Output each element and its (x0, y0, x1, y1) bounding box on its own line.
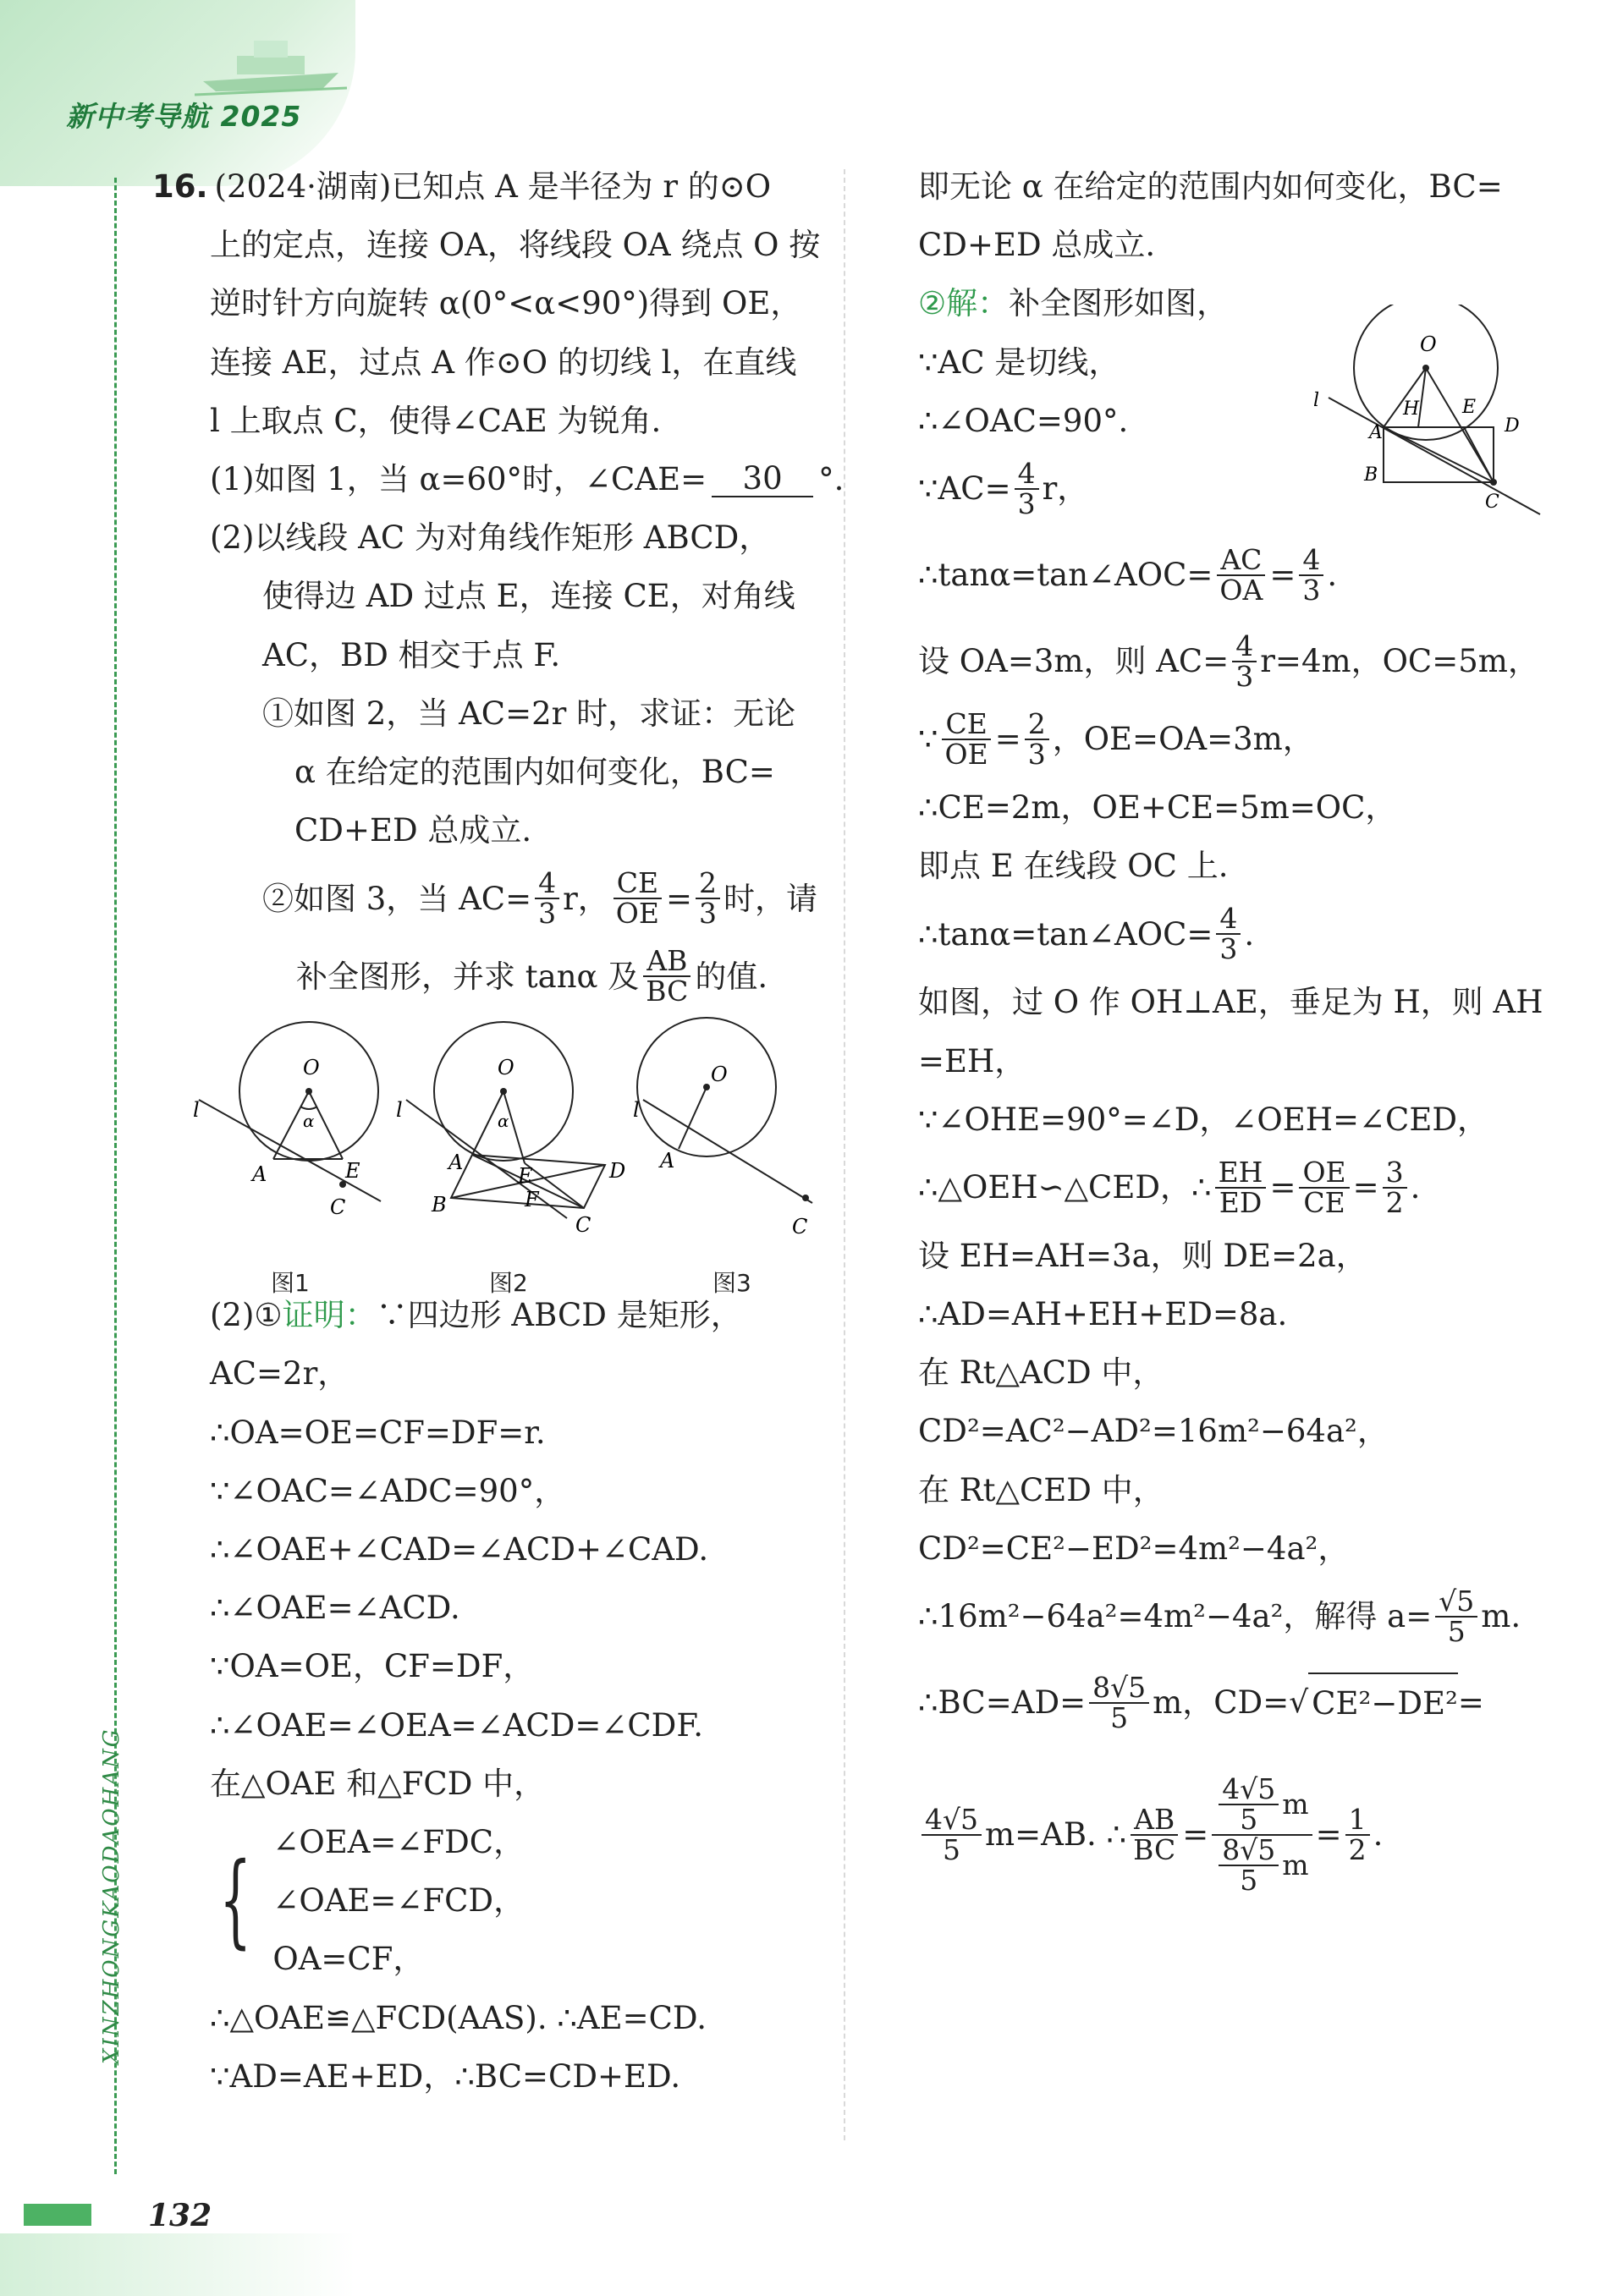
system-row: ∠OEA=∠FDC， (272, 1823, 525, 1860)
part2-line: AC，BD 相交于点 F. (262, 636, 561, 673)
sqrt-body: CE²−DE² (1308, 1673, 1458, 1733)
fraction: $\frac{4}{3}$ (1232, 632, 1257, 691)
label-O: O (711, 1063, 728, 1087)
proof-line: 在 Rt△ACD 中， (918, 1354, 1164, 1392)
figures-row (152, 1015, 829, 1298)
label-E: E (518, 1164, 533, 1189)
proof-line: AC=2r， (210, 1355, 349, 1392)
solution-heading: ② 解： 补全图形如图， (918, 274, 1553, 332)
proof-line: ∴OA=OE=CF=DF=r. (210, 1414, 546, 1451)
proof-line: $\frac{4√5}{5}$ m=AB. ∴ $\frac{AB}{BC}$ = $\frac{4√5}{5}$ m $\frac{8√5}{5}$ m = $\frac{1}{2}$ . (918, 1750, 1553, 1920)
proof-line: ∵ $\frac{CE}{OE}$ = $\frac{2}{3}$ ，OE=OA=3m， (918, 706, 1314, 771)
fraction: $\frac{AB}{BC}$ (642, 947, 691, 1006)
proof-line: ∵∠OHE=90°=∠D，∠OEH=∠CED， (918, 1101, 1489, 1138)
label-F: F (525, 1188, 539, 1212)
label-l: l (193, 1098, 200, 1123)
proof-label: 证明： (282, 1297, 377, 1334)
label-C: C (1485, 492, 1499, 513)
fraction: $\frac{OE}{CE}$ (1299, 1158, 1349, 1217)
part1-line: (1)如图 1，当 α=60°时，∠CAE= 30 °. (210, 459, 845, 497)
label-D: D (1505, 415, 1520, 437)
footer-band (0, 2233, 355, 2296)
complex-fraction: $\frac{4√5}{5}$ m $\frac{8√5}{5}$ m (1212, 1775, 1312, 1895)
page-number: 132 (148, 2198, 212, 2233)
proof-line: CD+ED 总成立. (918, 227, 1156, 264)
proof-line: ∵AC 是切线， (918, 343, 1120, 381)
proof-line: ∴tanα=tan∠AOC= $\frac{AC}{OA}$ = $\frac{4}{3}$ . (918, 542, 1338, 607)
label-A: A (252, 1162, 267, 1187)
proof-line: ∴∠OAE=∠ACD. (210, 1590, 460, 1627)
proof-line: ∴∠OAE+∠CAD=∠ACD+∠CAD. (210, 1531, 709, 1568)
proof-line: ∴tanα=tan∠AOC= $\frac{4}{3}$ . (918, 902, 1255, 966)
fraction: $\frac{4}{3}$ (1015, 459, 1039, 519)
label-C: C (330, 1195, 346, 1220)
figure-caption: 图2 (489, 1269, 528, 1298)
label-A: A (660, 1149, 675, 1173)
label-H: H (1403, 398, 1420, 420)
proof-line: ∴△OEH∽△CED，∴ $\frac{EH}{ED}$ = $\frac{OE}{CE}$ = $\frac{3}{2}$ . (918, 1155, 1421, 1219)
sub1-line: CD+ED 总成立. (294, 812, 532, 849)
solution-figure (1303, 305, 1557, 525)
proof-line: 设 OA=3m，则 AC= $\frac{4}{3}$ r=4m，OC=5m， (918, 629, 1539, 693)
fraction: $\frac{EH}{ED}$ (1215, 1158, 1267, 1217)
problem-line: 16. (2024·湖南)已知点 A 是半径为 r 的⊙O (152, 157, 829, 216)
label-A: A (1369, 422, 1383, 443)
fraction: $\frac{4}{3}$ (1216, 904, 1241, 964)
label-O: O (1420, 332, 1437, 356)
ship-logo-icon (195, 22, 347, 98)
figure-caption: 图3 (712, 1269, 751, 1298)
system-row: OA=CF， (272, 1941, 425, 1978)
label-C: C (792, 1215, 808, 1239)
proof-line: =EH， (918, 1042, 1026, 1079)
proof-line: ∵AC= $\frac{4}{3}$ r， (918, 456, 1089, 520)
problem-line: l 上取点 C，使得∠CAE 为锐角. (210, 402, 662, 439)
proof-line: 在 Rt△CED 中， (918, 1471, 1164, 1508)
fraction: $\frac{4}{3}$ (535, 869, 559, 928)
sub1-line: α 在给定的范围内如何变化，BC= (294, 753, 775, 790)
fraction: $\frac{2}{3}$ (696, 869, 720, 928)
sub1-line: ①如图 2，当 AC=2r 时，求证：无论 (262, 695, 796, 732)
side-pinyin: XINZHONGKAODAOHANG (99, 1727, 124, 2064)
proof-line: ∴∠OAE=∠OEA=∠ACD=∠CDF. (210, 1706, 704, 1744)
label-B: B (432, 1193, 447, 1217)
label-O: O (498, 1056, 514, 1080)
proof-line: ∴CE=2m，OE+CE=5m=OC， (918, 788, 1397, 826)
proof-line: ∴∠OAC=90°. (918, 402, 1129, 439)
label-E: E (345, 1159, 360, 1184)
proof-line: ∴AD=AH+EH+ED=8a. (918, 1296, 1288, 1333)
label-alpha: α (498, 1111, 509, 1132)
proof-line: 即无论 α 在给定的范围内如何变化，BC= (918, 168, 1503, 205)
proof-line: ∴16m²−64a²=4m²−4a²，解得 a= $\frac{√5}{5}$ m. (918, 1585, 1521, 1648)
figure-caption: 图1 (271, 1269, 310, 1298)
proof-line: ∵OA=OE，CF=DF， (210, 1648, 535, 1685)
label-l: l (396, 1098, 403, 1123)
problem-line: 逆时针方向旋转 α(0°<α<90°)得到 OE， (210, 285, 802, 322)
fraction: $\frac{CE}{OE}$ (613, 869, 663, 928)
system-row: ∠OAE=∠FCD， (272, 1882, 525, 1920)
proof-line: ∵AD=AE+ED，∴BC=CD+ED. (210, 2057, 681, 2095)
label-A: A (448, 1151, 464, 1175)
figures-svg (152, 1015, 829, 1261)
label-C: C (575, 1213, 591, 1238)
left-column (152, 157, 845, 2106)
answer-blank: 30 (712, 462, 813, 497)
problem-number: 16. (152, 168, 208, 205)
fraction: $\frac{√5}{5}$ (1435, 1587, 1477, 1646)
label-l: l (633, 1098, 640, 1123)
footer-bar (24, 2204, 91, 2226)
proof-line: 如图，过 O 作 OH⊥AE，垂足为 H，则 AH (918, 984, 1543, 1021)
fraction: $\frac{AB}{BC}$ (1130, 1805, 1179, 1865)
proof1-heading: (2)① 证明： ∵四边形 ABCD 是矩形， (152, 1286, 829, 1344)
label-alpha: α (303, 1111, 315, 1132)
fraction: $\frac{CE}{OE}$ (942, 710, 992, 769)
label-B: B (1364, 464, 1378, 486)
fraction: $\frac{AC}{OA}$ (1216, 546, 1266, 605)
proof-line: ∵∠OAC=∠ADC=90°， (210, 1472, 566, 1509)
proof-line: ∴△OAE≌△FCD(AAS). ∴AE=CD. (210, 1999, 707, 2036)
equation-system (152, 1813, 829, 1989)
sqrt-icon: √ (1289, 1685, 1309, 1721)
sub2-line: 补全图形，并求 tanα 及 $\frac{AB}{BC}$ 的值. (296, 944, 768, 1008)
problem-line: 上的定点，连接 OA，将线段 OA 绕点 O 按 (210, 227, 821, 264)
label-O: O (303, 1056, 320, 1080)
figure-3 (637, 1018, 812, 1203)
part2-line: (2)以线段 AC 为对角线作矩形 ABCD， (210, 519, 771, 557)
label-E: E (1462, 397, 1477, 418)
fraction: $\frac{3}{2}$ (1383, 1158, 1407, 1217)
fraction: $\frac{4}{3}$ (1299, 546, 1323, 605)
part2-line: 使得边 AD 过点 E，连接 CE，对角线 (262, 578, 795, 615)
proof-line: 即点 E 在线段 OC 上. (918, 848, 1229, 885)
proof-line: 在△OAE 和△FCD 中， (210, 1765, 546, 1802)
proof-line: 设 EH=AH=3a，则 DE=2a， (918, 1237, 1367, 1274)
fraction: $\frac{4√5}{5}$ (922, 1805, 982, 1865)
problem-line: 连接 AE，过点 A 作⊙O 的切线 l，在直线 (210, 343, 797, 381)
proof-line: ∴BC=AD= $\frac{8√5}{5}$ m，CD= √ CE²−DE² = (918, 1671, 1484, 1734)
solution-label: 解： (946, 285, 1010, 322)
proof-line: CD²=CE²−ED²=4m²−4a²， (918, 1530, 1350, 1567)
fraction: $\frac{1}{2}$ (1345, 1805, 1370, 1865)
brand-title: 新中考导航 2025 (66, 100, 302, 133)
label-D: D (609, 1159, 626, 1184)
sub2-line: ②如图 3，当 AC= $\frac{4}{3}$ r， $\frac{CE}{OE}$ = $\frac{2}{3}$ 时，请 (262, 866, 817, 931)
brace: { (219, 1841, 252, 1959)
fraction: $\frac{8√5}{5}$ (1089, 1673, 1149, 1733)
label-l: l (1313, 390, 1320, 411)
fraction: $\frac{2}{3}$ (1025, 710, 1049, 769)
proof-line: CD²=AC²−AD²=16m²−64a²， (918, 1413, 1389, 1450)
